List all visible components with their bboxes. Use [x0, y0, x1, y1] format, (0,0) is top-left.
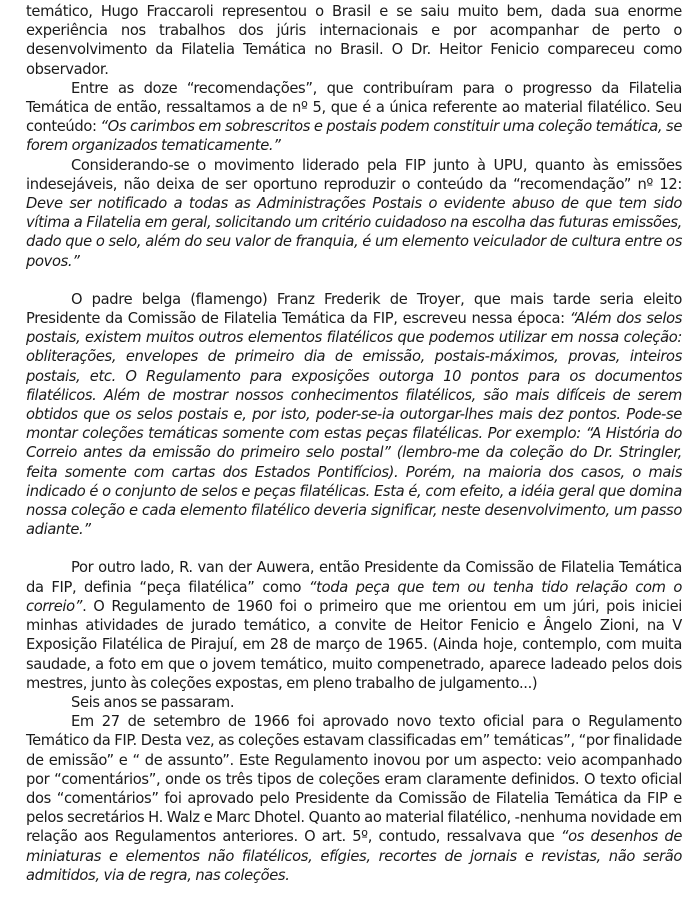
paragraph-1 [26, 2, 682, 79]
quote-segment: “os desenhos de miniaturas e elementos não filatélicos, efígies, recortes de jornais e revistas, não serão admitidos, via de regra, nas coleções. [26, 828, 683, 884]
text-segment: Em 27 de setembro de 1966 foi aprovado novo texto oficial para o Regulamento Temático da FIP. Desta vez, as coleções estavam classificadas em” temáticas”, “por finalidade de emissão” e “ de assunto”. Este Regulamento inovou por um aspecto: veio acompanhado por “comentários”, onde os três tipos de coleções eram claramente definidos. O texto oficial dos “comentários” foi aprovado pelo Presidente da Comissão de Filatelia Temática da FIP e pelos secretários H. Walz e Marc Dhotel. Quanto ao material filatélico, -nenhuma novidade em relação aos Regulamentos anteriores. O art. 5º, contudo, ressalvava que [26, 713, 682, 846]
text-segment: . O Regulamento de 1960 foi o primeiro que me orientou em um júri, pois iniciei minhas atividades de jurado temático, a convite de Heitor Fenicio e Ângelo Zioni, na V Exposição Filatélica de Pirajuí, em 28 de março de 1965. (Ainda hoje, contemplo, com muita saudade, a foto em que o jovem temático, muito compenetrado, aparece ladeado pelos dois mestres, junto às coleções expostas, em pleno trabalho de julgamento...) [26, 597, 682, 692]
quote-segment: “Os carimbos em sobrescritos e postais podem constituir uma coleção temática, se forem organizados tematicamente.” [26, 118, 683, 155]
paragraph-6 [26, 693, 682, 712]
text-segment: temático, Hugo Fraccaroli representou o Brasil e se saiu muito bem, dada sua enorme experiência nos trabalhos dos júris internacionais e por acompanhar de perto o desenvolvimento da Filatelia Temática no Brasil. O Dr. Heitor Fenicio compareceu como observador. [26, 3, 682, 78]
text-segment: Considerando-se o movimento liderado pela FIP junto à UPU, quanto às emissões indesejáveis, não deixa de ser oportuno reproduzir o conteúdo da “recomendação” nº 12: [26, 156, 682, 193]
text-segment: Por outro lado, R. van der Auwera, então Presidente da Comissão de Filatelia Temática da FIP, definia “peça filatélica” como [26, 559, 682, 596]
quote-segment: “toda peça que tem ou tenha tido relação com o correio” [26, 578, 682, 615]
paragraph-3 [26, 156, 682, 271]
quote-segment: (lembro-me da coleção do Dr. Stringler, feita somente com cartas dos Estados Pontifícios). Porém, na maioria dos casos, o mais indicado é o conjunto de selos e peças filatélicas. Esta é, com efeito, a idéia geral que domina nossa coleção e cada elemento filatélico deveria significar, neste desenvolvimento, um passo adiante.” [26, 444, 682, 539]
paragraph-5 [26, 558, 682, 692]
text-segment: Seis anos se passaram. [71, 693, 235, 711]
quote-segment: Deve ser notificado a todas as Administrações Postais o evidente abuso de que tem sido vítima a Filatelia em geral, solicitando um critério cuidadoso na escolha das futuras emissões, dado que o selo, além do seu valor de franquia, é um elemento veiculador de cultura entre os povos.” [26, 195, 682, 270]
paragraph-7 [26, 712, 682, 885]
text-segment: Entre as doze “recomendações”, que contribuíram para o progresso da Filatelia Temática de então, ressaltamos a de nº 5, que é a única referente ao material filatélico. Seu conteúdo: [26, 79, 682, 136]
text-segment: O padre belga (flamengo) Franz Frederik de Troyer, que mais tarde seria eleito Presidente da Comissão de Filatelia Temática da FIP, escreveu nessa época: [26, 290, 682, 328]
paragraph-2 [26, 79, 682, 156]
paragraph-4 [26, 290, 682, 540]
quote-segment: “Além dos selos postais, existem muitos outros elementos filatélicos que podemos utilizar em nossa coleção: obliterações, envelopes de primeiro dia de emissão, postais-máximos, provas, inteiros postais, etc. O Regulamento para exposições outorga 10 pontos para os documentos filatélicos. Além de mostrar nossos conhecimentos filatélicos, são mais difíceis de serem obtidos que os selos postais e, por isto, poder-se-ia outorgar-lhes mais dez pontos. Pode-se montar coleções temáticas somente com estas peças filatélicas. Por exemplo: “A História do Correio antes da emissão do primeiro selo postal” [26, 310, 683, 462]
